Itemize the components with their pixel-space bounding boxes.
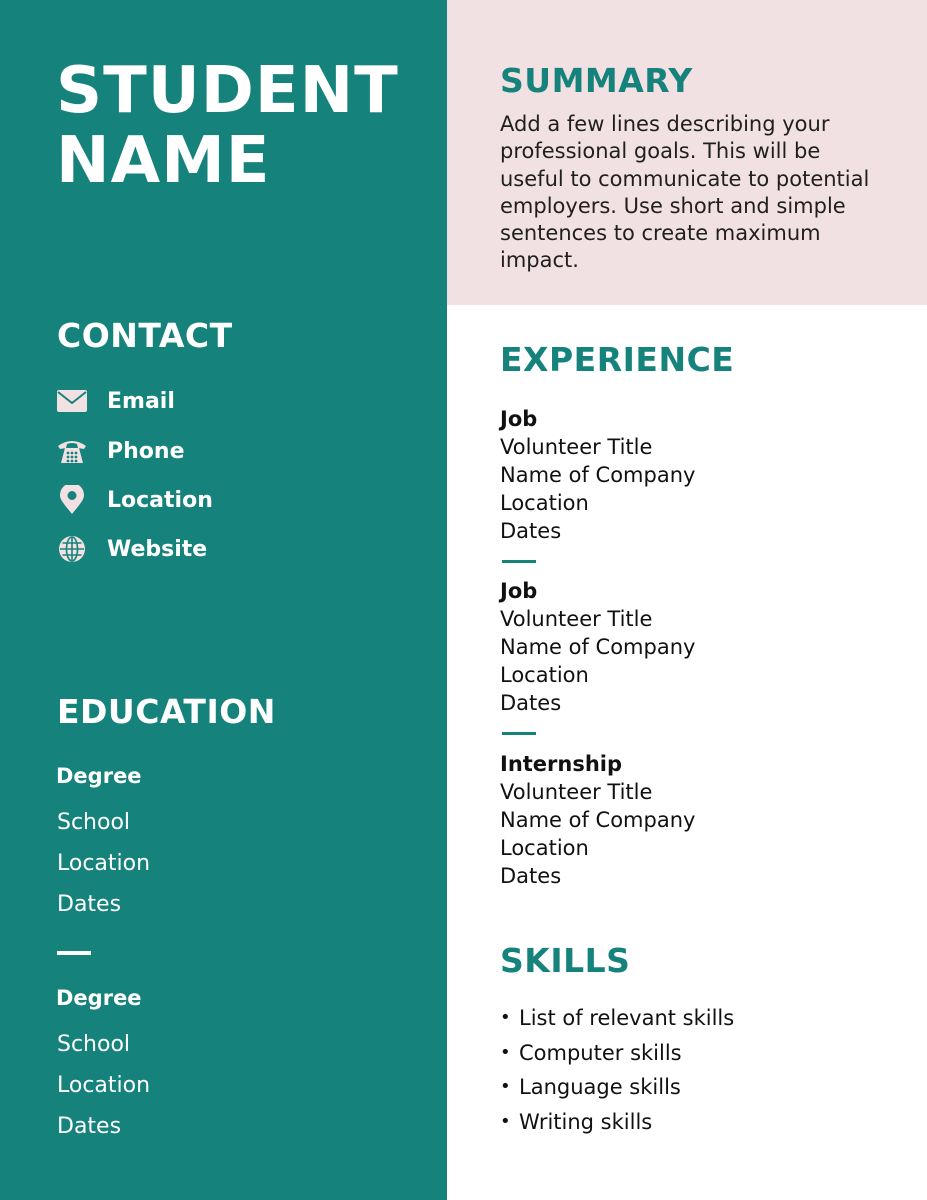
experience-dates-2: Dates — [500, 691, 562, 715]
experience-company-1: Name of Company — [500, 463, 696, 487]
experience-entry-2 — [500, 577, 695, 717]
experience-company-3: Name of Company — [500, 808, 696, 832]
experience-title-3: Volunteer Title — [500, 780, 653, 804]
experience-location-2: Location — [500, 663, 589, 687]
contact-location[interactable] — [56, 485, 213, 515]
experience-location-1: Location — [500, 491, 589, 515]
contact-phone[interactable] — [56, 436, 184, 466]
bullet-icon: • — [500, 1076, 511, 1097]
education-degree-1: Degree — [56, 764, 142, 788]
education-dates-2: Dates — [57, 1114, 122, 1139]
skills-list — [500, 1001, 734, 1139]
education-degree-2: Degree — [56, 986, 142, 1010]
experience-type-1: Job — [500, 407, 538, 431]
globe-icon — [56, 534, 88, 564]
skills-heading: SKILLS — [500, 941, 631, 980]
experience-title-2: Volunteer Title — [500, 607, 653, 631]
skill-label-1: List of relevant skills — [519, 1006, 735, 1030]
summary-text: Add a few lines describing your professional goals. This will be useful to communicate to potential employers. Use short and simple sentences to create maximum impact. — [500, 112, 870, 273]
education-school-1: School — [57, 810, 131, 835]
contact-website-label: Website — [107, 536, 208, 562]
student-name — [56, 56, 399, 196]
experience-title-1: Volunteer Title — [500, 435, 653, 459]
education-dates-1: Dates — [57, 892, 122, 917]
contact-location-label: Location — [107, 487, 213, 513]
education-school-2: School — [57, 1032, 131, 1057]
education-divider — [57, 951, 91, 955]
envelope-icon — [56, 386, 88, 416]
list-item — [500, 1070, 734, 1105]
name-line-2: NAME — [56, 124, 271, 198]
experience-type-2: Job — [500, 579, 538, 603]
telephone-icon — [56, 436, 88, 466]
experience-entry-1 — [500, 405, 695, 545]
name-line-1: STUDENT — [56, 54, 399, 128]
education-location-1: Location — [57, 851, 151, 876]
left-sidebar — [0, 0, 447, 1200]
experience-divider-1 — [502, 560, 536, 563]
experience-divider-2 — [502, 732, 536, 735]
list-item — [500, 1001, 734, 1036]
experience-dates-1: Dates — [500, 519, 562, 543]
experience-type-3: Internship — [500, 752, 623, 776]
contact-heading: CONTACT — [57, 316, 233, 355]
list-item — [500, 1105, 734, 1140]
skill-label-2: Computer skills — [519, 1040, 682, 1065]
education-heading: EDUCATION — [57, 692, 276, 731]
contact-website[interactable] — [56, 534, 207, 564]
experience-entry-3 — [500, 750, 695, 890]
education-location-2: Location — [57, 1073, 151, 1098]
experience-dates-3: Dates — [500, 864, 562, 888]
experience-location-3: Location — [500, 836, 589, 860]
map-pin-icon — [56, 485, 88, 515]
contact-phone-label: Phone — [107, 438, 185, 464]
contact-email[interactable] — [56, 386, 175, 416]
contact-email-label: Email — [107, 388, 175, 414]
bullet-icon: • — [500, 1110, 511, 1132]
experience-heading: EXPERIENCE — [500, 340, 735, 379]
summary-heading: SUMMARY — [500, 61, 693, 100]
bullet-icon: • — [500, 1041, 511, 1063]
list-item — [500, 1036, 734, 1071]
bullet-icon: • — [500, 1007, 511, 1028]
experience-company-2: Name of Company — [500, 635, 696, 659]
skill-label-3: Language skills — [519, 1075, 681, 1099]
skill-label-4: Writing skills — [519, 1109, 653, 1134]
